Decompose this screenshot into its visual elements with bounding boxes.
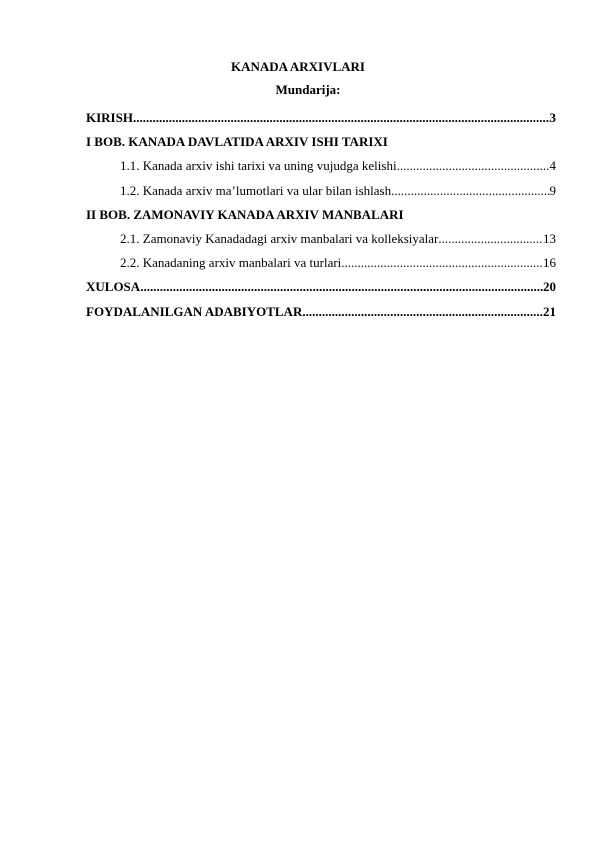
toc-dot-leader xyxy=(391,179,549,203)
toc-entry-kirish[interactable] xyxy=(86,106,556,130)
toc-page-number: 9 xyxy=(549,182,556,198)
toc-page-number: 21 xyxy=(543,303,556,319)
toc-dot-leader xyxy=(341,251,543,275)
toc-entry-label: II BOB. ZAMONAVIY KANADA ARXIV MANBALARI xyxy=(86,206,404,222)
toc-dot-leader xyxy=(397,154,550,178)
toc-page-number: 16 xyxy=(543,255,556,271)
toc-entry-label: XULOSA xyxy=(86,279,141,295)
toc-entry-label: FOYDALANILGAN ADABIYOTLAR xyxy=(86,303,303,319)
toc-entry-chapter-1[interactable] xyxy=(86,130,556,154)
toc-entry-label: 1.1. Kanada arxiv ishi tarixi va uning vujudga kelishi xyxy=(120,158,397,174)
table-of-contents xyxy=(86,106,556,324)
toc-entry-label: KIRISH xyxy=(86,110,133,125)
toc-entry-section-2-1[interactable] xyxy=(86,227,556,251)
toc-heading: Mundarija: xyxy=(275,82,341,97)
document-title: KANADA ARXIVLARI xyxy=(231,59,365,74)
toc-entry-label: 2.1. Zamonaviy Kanadadagi arxiv manbalari va kolleksiyalar xyxy=(120,230,439,246)
toc-dot-leader xyxy=(133,106,550,130)
toc-page-number: 13 xyxy=(543,230,556,246)
toc-entry-bibliography[interactable] xyxy=(86,300,556,324)
toc-page-number: 20 xyxy=(543,279,556,295)
toc-entry-section-1-1[interactable] xyxy=(86,154,556,178)
toc-entry-label: 2.2. Kanadaning arxiv manbalari va turlari xyxy=(120,255,342,271)
toc-dot-leader xyxy=(140,275,543,299)
toc-entry-chapter-2[interactable] xyxy=(86,203,556,227)
toc-entry-xulosa[interactable] xyxy=(86,275,556,299)
toc-entry-label: 1.2. Kanada arxiv ma’lumotlari va ular bilan ishlash xyxy=(120,182,392,198)
toc-page-number: 4 xyxy=(549,158,556,174)
toc-entry-label: I BOB. KANADA DAVLATIDA ARXIV ISHI TARIXI xyxy=(86,134,388,150)
toc-dot-leader xyxy=(438,227,543,251)
toc-entry-section-1-2[interactable] xyxy=(86,179,556,203)
toc-page-number: 3 xyxy=(549,110,556,125)
toc-dot-leader xyxy=(302,300,543,324)
toc-entry-section-2-2[interactable] xyxy=(86,251,556,275)
